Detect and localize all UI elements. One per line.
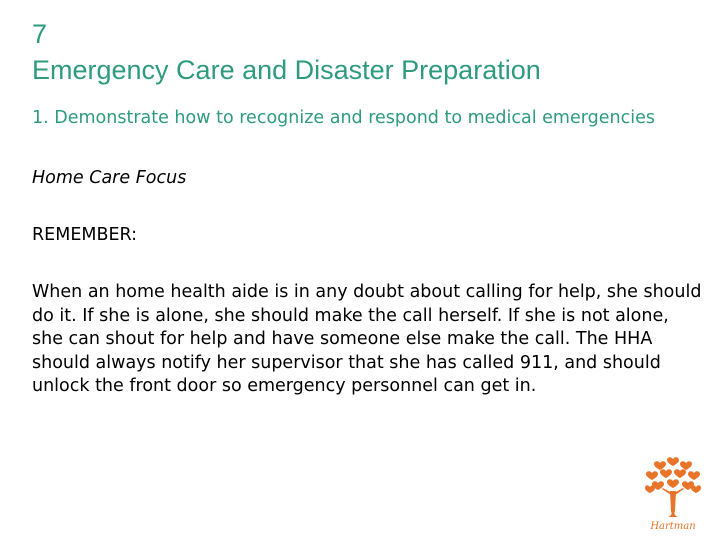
body-text: When an home health aide is in any doubt about calling for help, she should do it. If she is alone, she should make the call herself. If she is not alone, she can shout for help and have someone else make the call. The HHA should always notify her supervisor that she has called 911, and should unlock the front door so emergency personnel can get in. — [32, 282, 702, 396]
remember-label: REMEMBER: — [32, 225, 138, 245]
hartman-logo — [640, 455, 706, 533]
logo-text: Hartman — [650, 521, 696, 532]
chapter-number: 7 — [32, 19, 48, 49]
heart-tree-icon — [640, 455, 706, 533]
learning-objective: 1. Demonstrate how to recognize and respond to medical emergencies — [32, 108, 655, 128]
focus-label: Home Care Focus — [32, 168, 187, 188]
chapter-title: Emergency Care and Disaster Preparation — [32, 55, 541, 85]
